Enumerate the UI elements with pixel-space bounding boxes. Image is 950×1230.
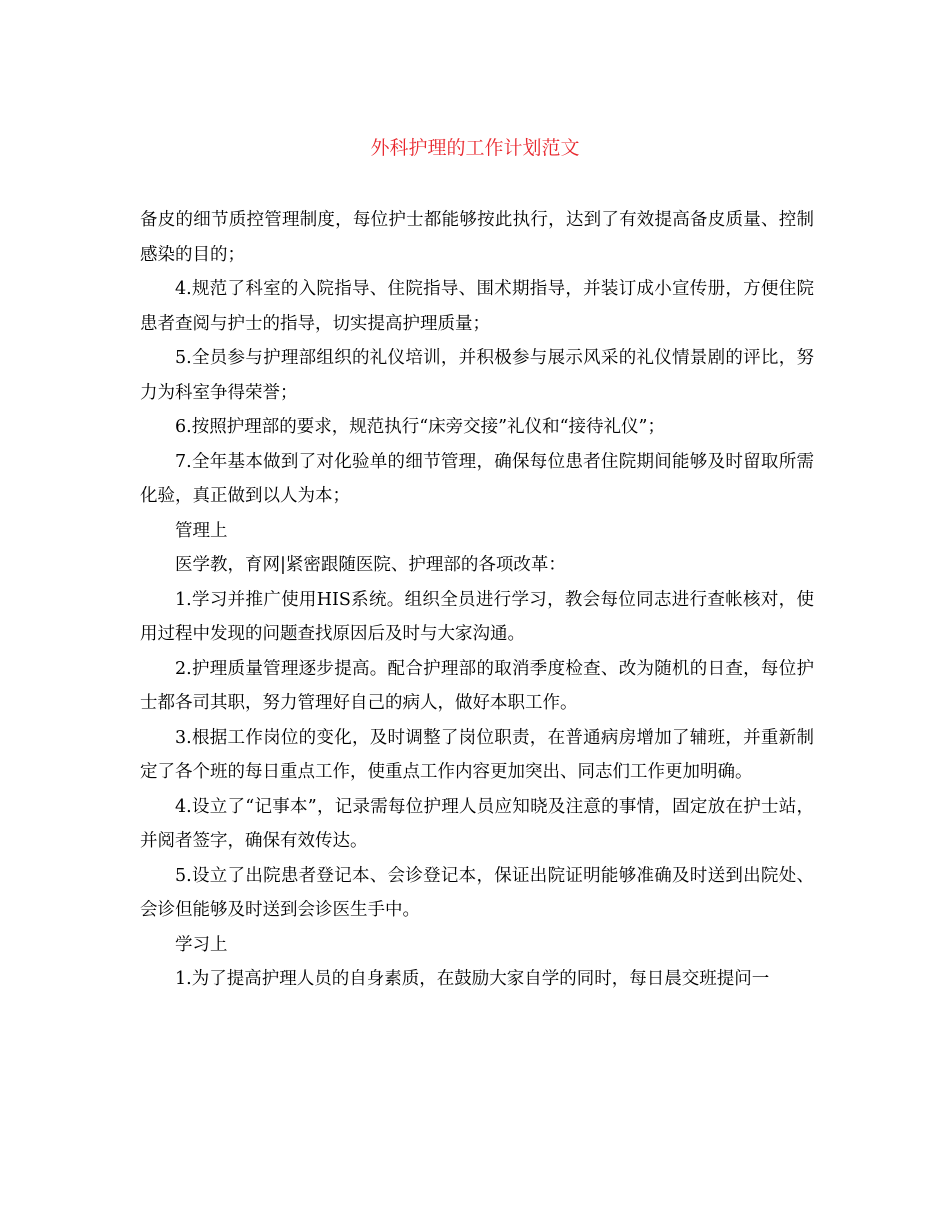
- document-body: [140, 203, 814, 997]
- paragraph: 5.全员参与护理部组织的礼仪培训，并积极参与展示风采的礼仪情景剧的评比，努力为科室争得荣誉；: [140, 348, 814, 403]
- paragraph: 2.护理质量管理逐步提高。配合护理部的取消季度检查、改为随机的日查，每位护士都各司其职，努力管理好自己的病人，做好本职工作。: [140, 658, 814, 713]
- paragraph: 1.为了提高护理人员的自身素质，在鼓励大家自学的同时，每日晨交班提问一: [175, 969, 770, 989]
- paragraph: 备皮的细节质控管理制度，每位护士都能够按此执行，达到了有效提高备皮质量、控制感染的目的；: [140, 210, 814, 265]
- paragraph: 7.全年基本做到了对化验单的细节管理，确保每位患者住院期间能够及时留取所需化验，真正做到以人为本；: [140, 451, 814, 506]
- paragraph: 医学教，育网|紧密跟随医院、护理部的各项改革：: [175, 555, 566, 575]
- paragraph: 1.学习并推广使用HIS系统。组织全员进行学习，教会每位同志进行查帐核对，使用过程中发现的问题查找原因后及时与大家沟通。: [140, 589, 814, 644]
- section-heading-management: 管理上: [175, 520, 228, 541]
- paragraph: 4.设立了“记事本”，记录需每位护理人员应知晓及注意的事情，固定放在护士站，并阅者签字，确保有效传达。: [140, 796, 814, 851]
- paragraph: 6.按照护理部的要求，规范执行“床旁交接”礼仪和“接待礼仪”；: [175, 417, 665, 437]
- paragraph: 3.根据工作岗位的变化，及时调整了岗位职责，在普通病房增加了辅班，并重新制定了各个班的每日重点工作，使重点工作内容更加突出、同志们工作更加明确。: [140, 727, 814, 782]
- paragraph: 5.设立了出院患者登记本、会诊登记本，保证出院证明能够准确及时送到出院处、会诊但能够及时送到会诊医生手中。: [140, 865, 814, 920]
- paragraph: 4.规范了科室的入院指导、住院指导、围术期指导，并装订成小宣传册，方便住院患者查阅与护士的指导，切实提高护理质量；: [140, 279, 814, 334]
- document-title: 外科护理的工作计划范文: [370, 137, 580, 159]
- section-heading-study: 学习上: [175, 934, 228, 955]
